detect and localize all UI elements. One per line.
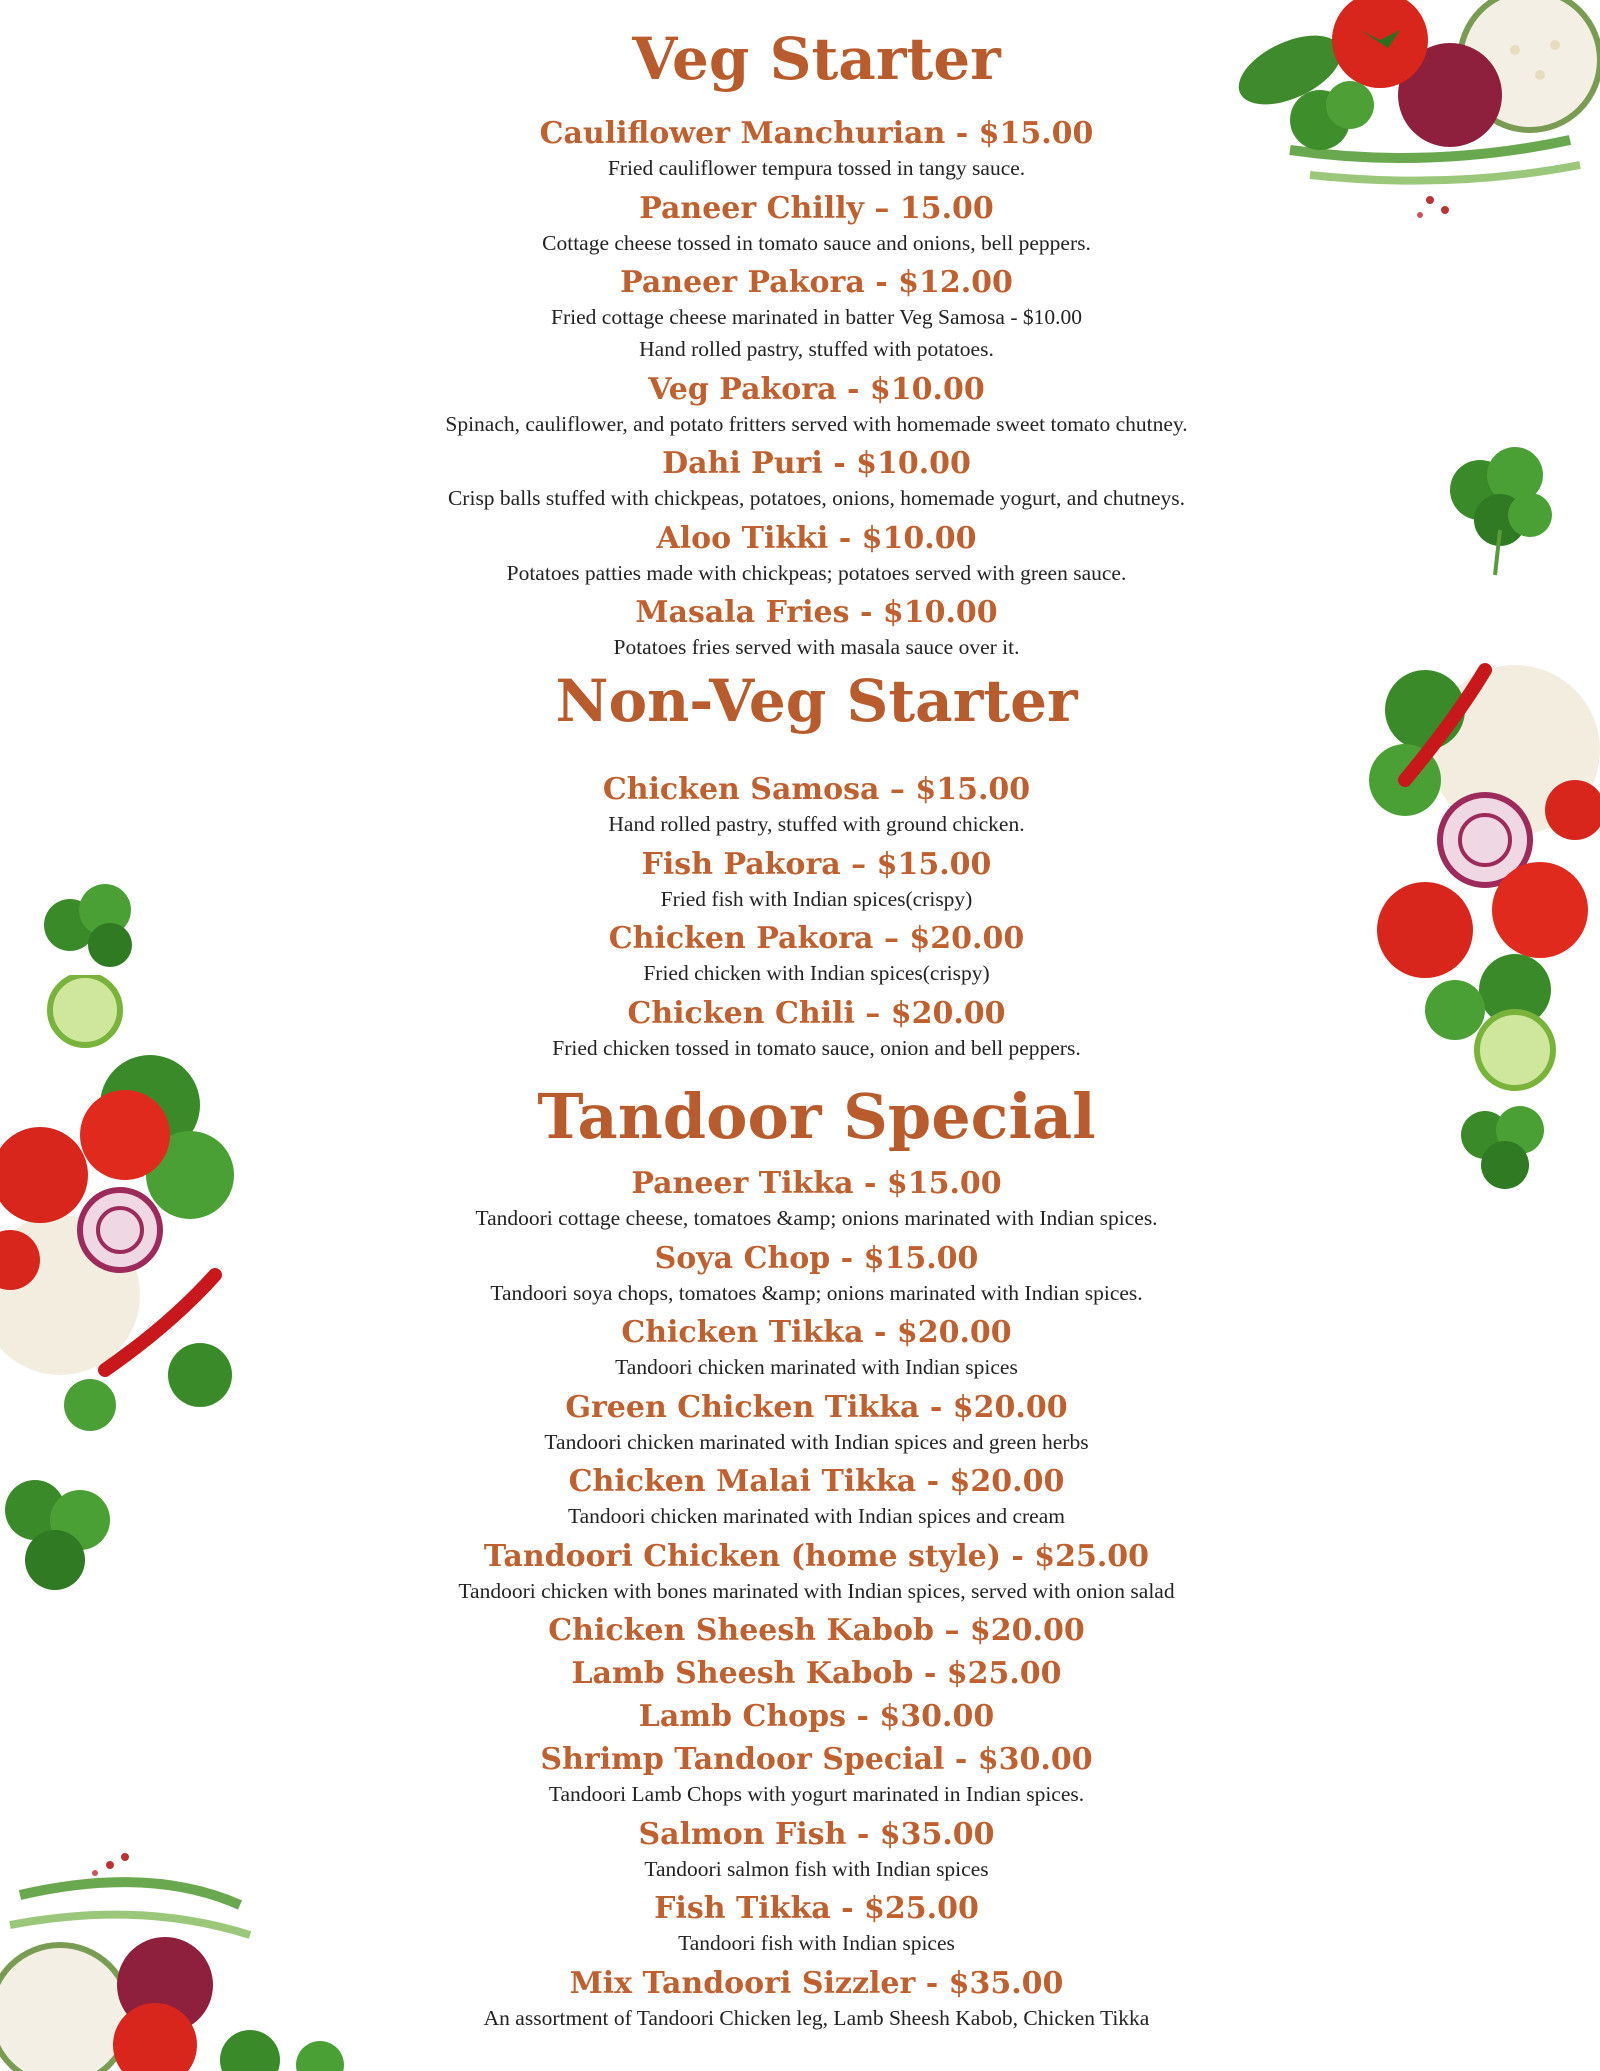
menu-item-description: Tandoori chicken marinated with Indian spices <box>615 1355 1018 1379</box>
menu-item <box>300 446 1333 514</box>
menu-item <box>300 847 1333 915</box>
vegetables-bowl-illustration-right <box>1365 630 1600 1110</box>
menu-item-name: Chicken Samosa – $15.00 <box>602 772 1031 807</box>
menu-item-description: Hand rolled pastry, stuffed with ground chicken. <box>608 812 1025 836</box>
menu-item-description: Spinach, cauliflower, and potato fritters served with homemade sweet tomato chutney. <box>445 411 1188 436</box>
parsley-sprig-illustration-left <box>35 875 145 975</box>
menu-item-description: Cottage cheese tossed in tomato sauce and onions, bell peppers. <box>542 230 1091 255</box>
menu-item-name: Dahi Puri - $10.00 <box>662 446 971 481</box>
menu-item <box>300 1817 1333 1885</box>
menu-item-description: Tandoori soya chops, tomatoes &amp; onions marinated with Indian spices. <box>490 1280 1143 1305</box>
menu-item-description: Tandoori chicken marinated with Indian spices and cream <box>568 1504 1065 1528</box>
menu-item-description: Potatoes patties made with chickpeas; potatoes served with green sauce. <box>506 560 1127 585</box>
menu-item <box>300 1891 1333 1959</box>
menu-item <box>300 191 1333 259</box>
menu-item-description: Tandoori salmon fish with Indian spices <box>644 1856 989 1881</box>
menu-item-name: Shrimp Tandoor Special - $30.00 <box>540 1742 1093 1777</box>
menu-item-description: An assortment of Tandoori Chicken leg, Lamb Sheesh Kabob, Chicken Tikka <box>483 2005 1150 2030</box>
menu-item-name: Lamb Chops - $30.00 <box>638 1699 995 1734</box>
section-title: Non-Veg Starter <box>555 667 1078 735</box>
menu-item <box>300 1699 1333 1735</box>
menu-item-name: Soya Chop - $15.00 <box>654 1240 979 1276</box>
menu-item-name: Fish Pakora – $15.00 <box>641 846 992 882</box>
menu-item-name: Masala Fries - $10.00 <box>635 595 998 630</box>
menu-item-description: Tandoori fish with Indian spices <box>678 1931 955 1955</box>
menu-item-name: Lamb Sheesh Kabob - $25.00 <box>571 1656 1062 1691</box>
menu-item-name: Aloo Tikki - $10.00 <box>656 520 977 556</box>
menu-item-name: Mix Tandoori Sizzler - $35.00 <box>569 1965 1064 2001</box>
section-title: Tandoor Special <box>537 1080 1096 1153</box>
menu-item-name: Tandoori Chicken (home style) - $25.00 <box>483 1538 1150 1574</box>
menu-item <box>300 1613 1333 1649</box>
menu-item-description: Tandoori chicken with bones marinated with Indian spices, served with onion salad <box>458 1578 1175 1603</box>
menu-item-description: Fried fish with Indian spices(crispy) <box>660 886 973 911</box>
menu-item-description: Tandoori cottage cheese, tomatoes &amp; onions marinated with Indian spices. <box>475 1206 1158 1230</box>
menu-item-description: Crisp balls stuffed with chickpeas, potatoes, onions, homemade yogurt, and chutneys. <box>447 486 1186 510</box>
menu-item <box>300 1315 1333 1383</box>
menu-item <box>300 996 1333 1064</box>
parsley-sprig-illustration-left-lower <box>0 1465 125 1605</box>
menu-item <box>300 1241 1333 1309</box>
menu-item-description: Fried cottage cheese marinated in batter Veg Samosa - $10.00 <box>551 305 1082 329</box>
parsley-sprig-illustration-right-lower <box>1450 1095 1560 1205</box>
menu-item <box>300 1390 1333 1458</box>
menu-item-description: Fried cauliflower tempura tossed in tangy sauce. <box>607 156 1026 180</box>
vegetables-bowl-illustration-left <box>0 975 245 1435</box>
menu-item-name: Chicken Sheesh Kabob – $20.00 <box>548 1613 1085 1648</box>
menu-item-name: Cauliflower Manchurian - $15.00 <box>539 116 1094 151</box>
menu-item <box>300 1966 1333 2034</box>
menu-item-name: Salmon Fish - $35.00 <box>638 1816 995 1852</box>
menu-item-name: Chicken Pakora – $20.00 <box>608 921 1025 956</box>
menu-item <box>300 1742 1333 1810</box>
menu-item-description: Potatoes fries served with masala sauce over it. <box>613 635 1020 659</box>
menu-item <box>300 595 1333 663</box>
menu-item <box>300 521 1333 589</box>
menu-item <box>300 265 1333 365</box>
menu-item <box>300 1539 1333 1607</box>
menu-item <box>300 116 1333 184</box>
menu-item-name: Paneer Chilly – 15.00 <box>639 190 994 226</box>
menu-item <box>300 372 1333 440</box>
menu-item <box>300 1464 1333 1532</box>
menu-item-name: Fish Tikka - $25.00 <box>654 1891 979 1926</box>
menu-item-description: Fried chicken tossed in tomato sauce, onion and bell peppers. <box>552 1035 1081 1060</box>
menu-item-name: Chicken Chili – $20.00 <box>627 995 1006 1031</box>
menu-item-name: Paneer Tikka - $15.00 <box>631 1166 1002 1201</box>
menu-item-name: Chicken Malai Tikka - $20.00 <box>568 1464 1065 1499</box>
menu-item <box>300 772 1333 840</box>
parsley-sprig-illustration-right <box>1440 430 1560 580</box>
menu-item <box>300 1166 1333 1234</box>
menu-item-description: Tandoori Lamb Chops with yogurt marinated in Indian spices. <box>548 1782 1085 1806</box>
menu-item-name: Chicken Tikka - $20.00 <box>621 1315 1012 1350</box>
menu-item <box>300 1656 1333 1692</box>
menu-item-description: Hand rolled pastry, stuffed with potatoes. <box>639 337 994 361</box>
menu-item-description: Fried chicken with Indian spices(crispy) <box>643 961 990 985</box>
menu-item <box>300 921 1333 989</box>
menu-item-description: Tandoori chicken marinated with Indian spices and green herbs <box>544 1429 1089 1454</box>
menu-item-name: Green Chicken Tikka - $20.00 <box>565 1389 1068 1425</box>
section-title: Veg Starter <box>632 25 1001 93</box>
menu-item-name: Paneer Pakora - $12.00 <box>620 265 1013 300</box>
menu-item-name: Veg Pakora - $10.00 <box>648 371 985 407</box>
